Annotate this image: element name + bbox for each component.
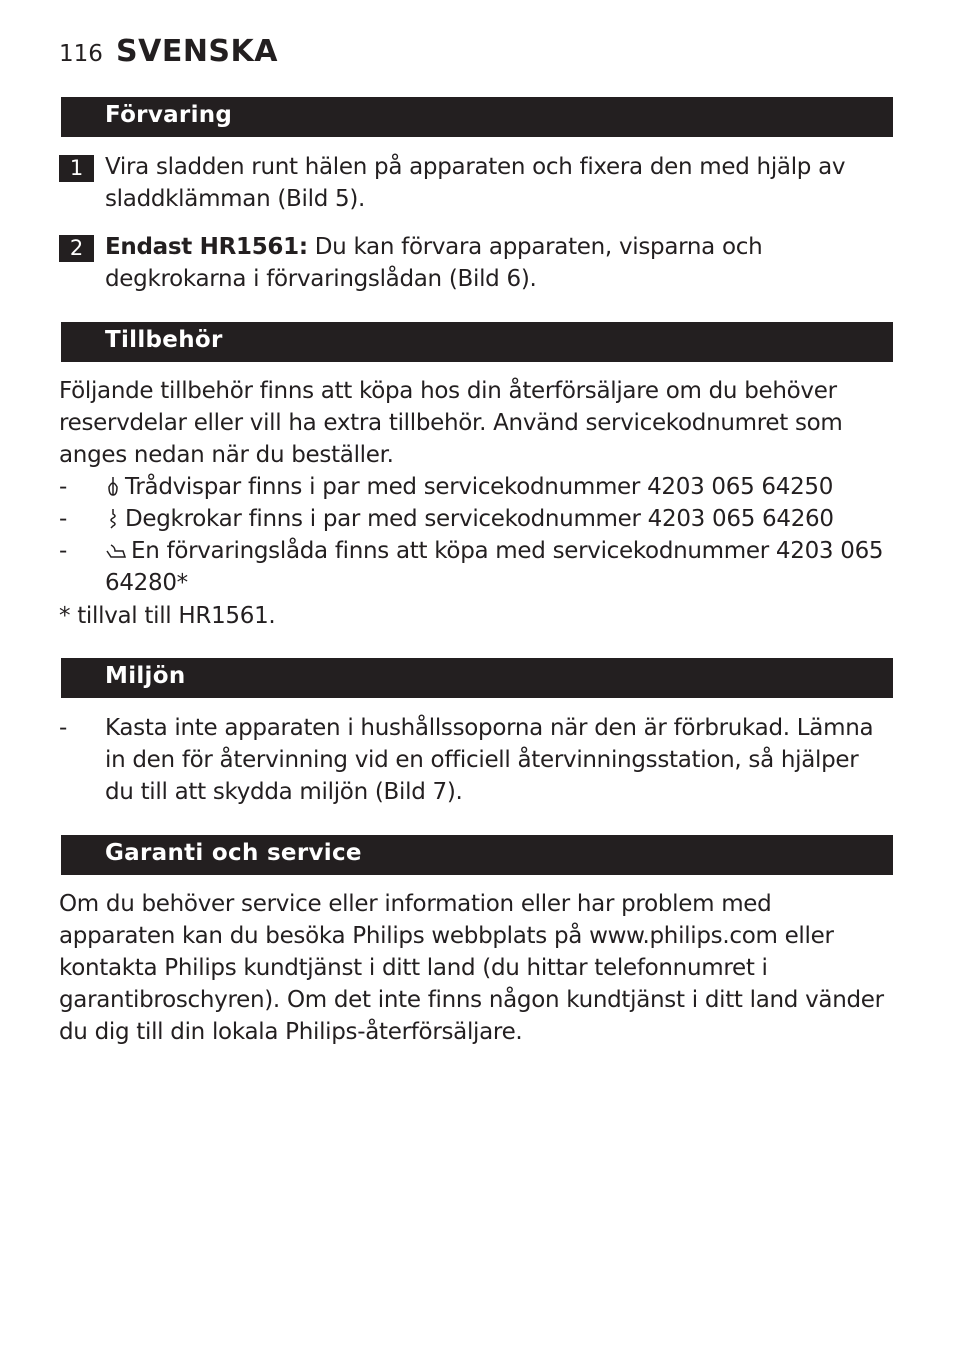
list-item xyxy=(59,712,893,808)
model-label: Endast HR1561: xyxy=(105,234,308,260)
list-item xyxy=(59,471,893,503)
page-number: 116 xyxy=(59,41,103,67)
language-heading: SVENSKA xyxy=(116,34,278,69)
step-2 xyxy=(59,231,893,295)
dough-hook-icon xyxy=(105,507,121,529)
whisk-icon xyxy=(105,475,121,497)
list-dash: - xyxy=(59,715,67,741)
step-text-body: Du kan förvara apparaten, visparna och degkrokarna i förvaringslådan (Bild 6). xyxy=(105,234,763,292)
accessories-intro: Följande tillbehör finns att köpa hos din återförsäljare om du behöver reservdelar eller vill ha extra tillbehör. Använd servicekodnumret som anges nedan när du beställer. xyxy=(59,378,843,468)
section-title-storage: Förvaring xyxy=(105,102,233,128)
footnote: * tillval till HR1561. xyxy=(59,603,276,629)
list-dash: - xyxy=(59,474,67,500)
step-text xyxy=(105,231,893,295)
step-number: 2 xyxy=(59,235,94,262)
section-bar-environment xyxy=(61,658,893,698)
section-bar-storage xyxy=(61,97,893,137)
section-title-accessories: Tillbehör xyxy=(105,327,223,353)
list-item-text: Degkrokar finns i par med servicekodnummer 4203 065 64260 xyxy=(125,506,834,532)
list-item-text: En förvaringslåda finns att köpa med servicekodnummer 4203 065 64280* xyxy=(105,538,884,596)
list-dash: - xyxy=(59,506,67,532)
section-title-environment: Miljön xyxy=(105,663,186,689)
list-item xyxy=(59,503,893,535)
storage-box-icon xyxy=(105,539,127,561)
section-bar-accessories xyxy=(61,322,893,362)
step-number: 1 xyxy=(59,155,94,182)
list-item-text: Trådvispar finns i par med servicekodnummer 4203 065 64250 xyxy=(125,474,834,500)
list-item-text: Kasta inte apparaten i hushållssoporna när den är förbrukad. Lämna in den för återvinning vid en officiell återvinningsstation, så hjälper du till att skydda miljön (Bild 7). xyxy=(105,715,874,805)
section-title-warranty: Garanti och service xyxy=(105,840,362,866)
section-bar-warranty xyxy=(61,835,893,875)
list-dash: - xyxy=(59,538,67,564)
page-header xyxy=(59,34,278,74)
warranty-text: Om du behöver service eller information eller har problem med apparaten kan du besöka Philips webbplats på www.philips.com eller kontakta Philips kundtjänst i ditt land (du hittar telefonnumret i garantibroschyren). Om det inte finns någon kundtjänst i ditt land vänder du dig till din lokala Philips-återförsäljare. xyxy=(59,891,884,1045)
step-text: Vira sladden runt hälen på apparaten och fixera den med hjälp av sladdklämman (Bild 5). xyxy=(105,154,846,212)
list-item xyxy=(59,535,893,599)
step-1 xyxy=(59,151,893,215)
